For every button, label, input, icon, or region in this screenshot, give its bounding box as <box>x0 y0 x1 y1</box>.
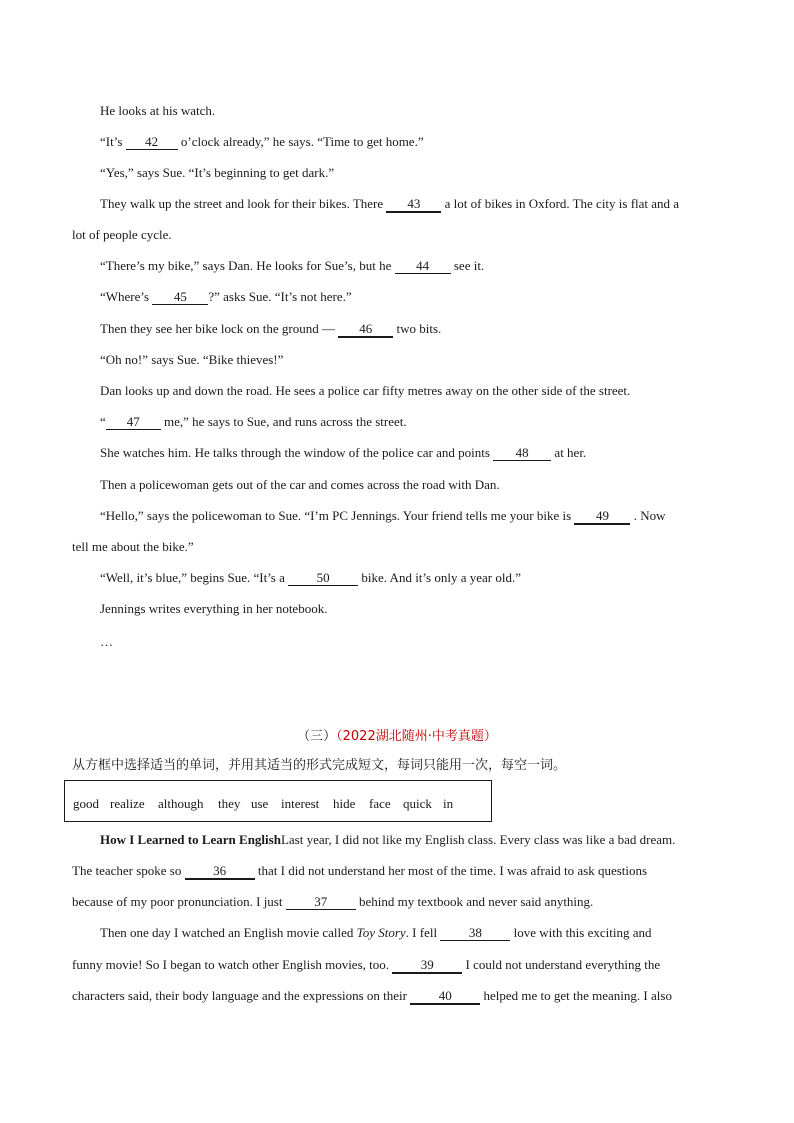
word-bank-item: quick <box>403 796 432 811</box>
text-line: Dan looks up and down the road. He sees a police car fifty metres away on the other side of the street. <box>100 383 631 398</box>
passage-title: How I Learned to Learn English <box>100 832 281 847</box>
instruction: 从方框中选择适当的单词，并用其适当的形式完成短文，每词只能用一次，每空一词。 <box>72 758 567 773</box>
movie-title: Toy Story <box>356 925 406 940</box>
text-line: Jennings writes everything in her notebook. <box>100 601 328 616</box>
text-line: because of my poor pronunciation. I just 37 behind my textbook and never said anything. <box>72 894 594 909</box>
blank-44[interactable]: 44 <box>395 259 451 274</box>
text-line: Then one day I watched an English movie called Toy Story. I fell 38 love with this exciting and <box>100 925 652 940</box>
text-line: “It’s 42 o’clock already,” he says. “Time to get home.” <box>100 134 424 149</box>
text-line: lot of people cycle. <box>72 227 172 242</box>
text-line: “ 47 me,” he says to Sue, and runs across the street. <box>100 414 407 429</box>
word-bank-item: good <box>73 796 99 811</box>
blank-39[interactable]: 39 <box>392 958 462 974</box>
blank-49[interactable]: 49 <box>574 509 630 525</box>
word-bank-item: realize <box>110 796 145 811</box>
blank-40[interactable]: 40 <box>410 989 480 1005</box>
text-line: “Well, it’s blue,” begins Sue. “It’s a 50 bike. And it’s only a year old.” <box>100 570 521 585</box>
text-line: “There’s my bike,” says Dan. He looks for Sue’s, but he 44 see it. <box>100 258 485 273</box>
text-line: How I Learned to Learn EnglishLast year, I did not like my English class. Every class was like a bad dream. <box>100 832 676 847</box>
word-bank-item: they <box>218 796 241 811</box>
blank-45[interactable]: 45 <box>152 290 208 305</box>
word-bank-item: although <box>158 796 204 811</box>
blank-37[interactable]: 37 <box>286 895 356 910</box>
blank-38[interactable]: 38 <box>440 926 510 941</box>
word-bank <box>64 780 492 822</box>
text-line: The teacher spoke so 36 that I did not understand her most of the time. I was afraid to ask questions <box>72 863 648 878</box>
blank-46[interactable]: 46 <box>338 322 393 338</box>
blank-50[interactable]: 50 <box>288 571 358 586</box>
blank-42[interactable]: 42 <box>126 135 178 150</box>
text-line: Then they see her bike lock on the ground — 46 two bits. <box>100 321 442 336</box>
word-bank-item: interest <box>281 796 320 811</box>
text-line: “Where’s 45 ?” asks Sue. “It’s not here.” <box>100 289 352 304</box>
text-line: She watches him. He talks through the window of the police car and points 48 at her. <box>100 445 587 460</box>
source-label: （2022湖北随州·中考真题） <box>336 729 497 744</box>
text-line: “Yes,” says Sue. “It’s beginning to get dark.” <box>100 165 335 180</box>
text-line: funny movie! So I began to watch other English movies, too. 39 I could not understand everything the <box>72 957 661 972</box>
ellipsis: … <box>100 634 113 649</box>
word-bank-item: hide <box>333 796 356 811</box>
blank-43[interactable]: 43 <box>386 197 441 213</box>
word-bank-item: in <box>443 796 454 811</box>
text-line: He looks at his watch. <box>100 103 216 118</box>
blank-47[interactable]: 47 <box>106 415 161 430</box>
word-bank-item: face <box>369 796 391 811</box>
word-bank-item: use <box>251 796 269 811</box>
section-heading: （三）（2022湖北随州·中考真题） <box>297 729 497 744</box>
blank-48[interactable]: 48 <box>493 446 551 461</box>
text-line: characters said, their body language and the expressions on their 40 helped me to get the meaning. I also <box>72 988 672 1003</box>
text-line: They walk up the street and look for their bikes. There 43 a lot of bikes in Oxford. The city is flat and a <box>100 196 680 211</box>
text-line: “Hello,” says the policewoman to Sue. “I’m PC Jennings. Your friend tells me your bike is 49 . Now <box>100 508 666 523</box>
blank-36[interactable]: 36 <box>185 864 255 880</box>
text-line: tell me about the bike.” <box>72 539 194 554</box>
text-line: “Oh no!” says Sue. “Bike thieves!” <box>100 352 284 367</box>
text-line: Then a policewoman gets out of the car and comes across the road with Dan. <box>100 477 500 492</box>
